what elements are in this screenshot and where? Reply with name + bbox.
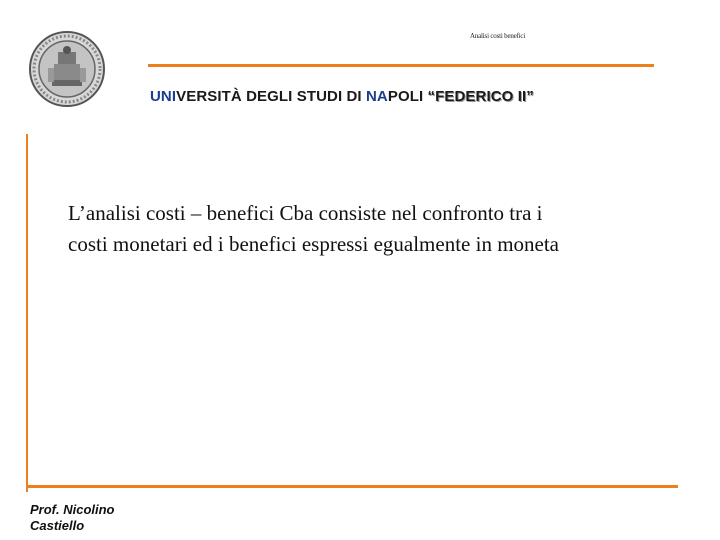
university-title-na: NA <box>365 88 388 105</box>
university-title-uni: UNI <box>150 88 177 105</box>
university-seal-icon <box>28 30 106 108</box>
author-line-2: Castiello <box>30 518 85 533</box>
slide-body-line-2: costi monetari ed i benefici espressi egualmente in moneta <box>68 232 559 256</box>
slide-body <box>68 198 668 260</box>
university-title-rest: VERSITÀ DEGLI STUDI DI <box>176 88 366 105</box>
author-name <box>30 502 115 534</box>
university-title-poli: POLI <box>387 88 428 105</box>
university-title <box>150 88 534 105</box>
university-title-federico: “FEDERICO II” <box>427 88 534 105</box>
footer-divider <box>28 485 678 488</box>
left-divider <box>26 134 28 492</box>
header-caption: Analisi costi benefici <box>470 32 526 40</box>
header-divider <box>148 64 654 67</box>
slide-body-line-1: L’analisi costi – benefici Cba consiste nel confronto tra i <box>68 201 543 225</box>
author-line-1: Prof. Nicolino <box>30 502 115 517</box>
